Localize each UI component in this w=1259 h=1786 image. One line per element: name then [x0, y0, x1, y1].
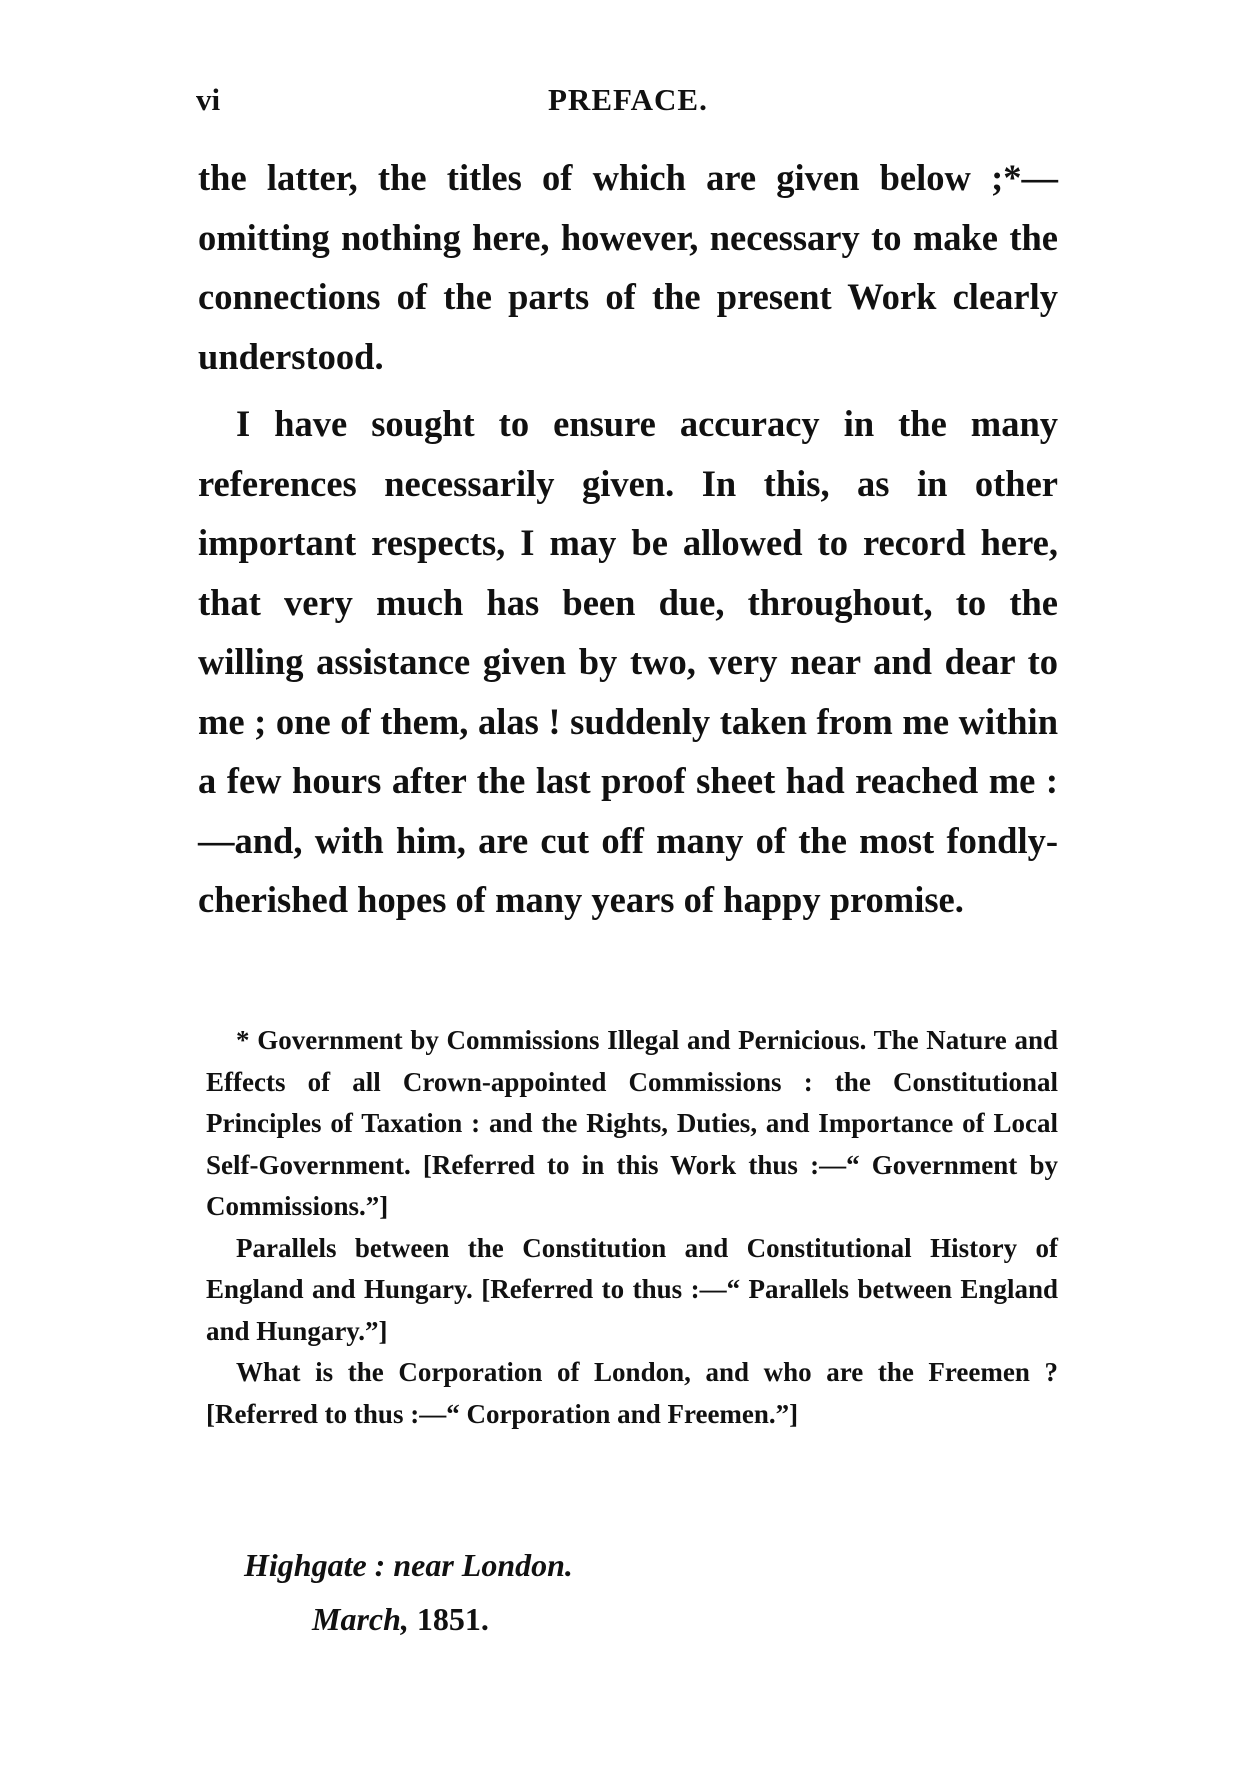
paragraph-acknowledgement: I have sought to ensure accuracy in the many references necessarily given. In this, as in other important respects, I may be allowed to record here, that very much has been due, throughout, to the willing assistance given by two, very near and dear to me ; one of them, alas ! suddenly taken from me within a few hours after the last proof sheet had reached me :—and, with him, are cut off many of the most fondly-cherished hopes of many years of happy promise. — [198, 403, 1058, 920]
signature-block — [244, 1538, 573, 1646]
footnote-parallels: Parallels between the Constitution and Constitutional History of England and Hungary. [Referred to thus :—“ Parallels between England and Hungary.”] — [206, 1232, 1058, 1346]
running-title: PREFACE. — [548, 82, 708, 117]
signature-month: March, — [312, 1601, 409, 1637]
paragraph-continuation: the latter, the titles of which are given below ;*—omitting nothing here, however, necessary to make the connections of the parts of the present Work clearly understood. — [198, 157, 1058, 377]
running-head — [196, 82, 1058, 122]
footnote-corporation: What is the Corporation of London, and who are the Freemen ? [Referred to thus :—“ Corporation and Freemen.”] — [206, 1357, 1058, 1429]
footnote-government-by-commissions: * Government by Commissions Illegal and Pernicious. The Nature and Effects of all Crown-appointed Commissions : the Constitutional Principles of Taxation : and the Rights, Duties, and Importance of Local Self-Government. [Referred to in this Work thus :—“ Government by Commissions.”] — [206, 1025, 1058, 1221]
signature-date — [244, 1592, 573, 1646]
signature-place: Highgate : near London. — [244, 1547, 573, 1583]
signature-year: 1851. — [416, 1601, 489, 1637]
page-number: vi — [196, 82, 221, 117]
footnotes — [206, 1020, 1058, 1435]
body-text — [198, 148, 1058, 930]
